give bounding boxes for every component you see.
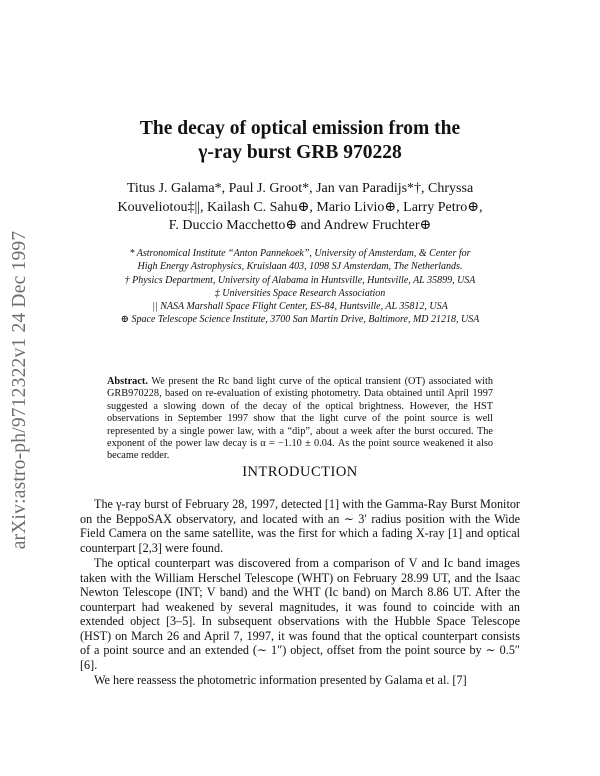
authors-line-1: Titus J. Galama*, Paul J. Groot*, Jan van Paradijs*†, Chryssa xyxy=(126,181,474,196)
abstract xyxy=(107,376,493,463)
affiliation-line: High Energy Astrophysics, Kruislaan 403, 1098 SJ Amsterdam, The Netherlands. xyxy=(137,261,463,273)
authors-line-2: Kouveliotou‡||, Kailash C. Sahu⊕, Mario Livio⊕, Larry Petro⊕, xyxy=(117,199,483,215)
paragraph: The γ-ray burst of February 28, 1997, detected [1] with the Gamma-Ray Burst Monitor on the BeppoSAX observatory, and located with an ∼ 3′ radius position with the Wide Field Camera on the same satellite, was the first for which a fading X-ray [1] and optical counterpart [2,3] were found. xyxy=(80,497,520,555)
title-line-2: γ-ray burst GRB 970228 xyxy=(198,142,402,163)
affiliation-line: || NASA Marshall Space Flight Center, ES-84, Huntsville, AL 35812, USA xyxy=(152,301,448,313)
authors-line-3: F. Duccio Macchetto⊕ and Andrew Fruchter⊕ xyxy=(168,218,432,233)
title-line-1: The decay of optical emission from the xyxy=(139,118,461,139)
affiliation-line: * Astronomical Institute “Anton Pannekoek”, University of Amsterdam, & Center for xyxy=(129,248,471,259)
arxiv-sidebar xyxy=(2,200,38,580)
abstract-label: Abstract. xyxy=(107,376,148,387)
body-text xyxy=(80,497,520,688)
abstract-text: We present the Rc band light curve of the optical transient (OT) associated with GRB970228, based on re-evaluation of existing photometry. Data obtained until April 1997 suggested a slowing down of the decay of the optical brightness. However, the HST observations in September 1997 show that the light curve of the point source is well represented by a single power law, with a “dip”, about a week after the burst occured. The exponent of the power law decay is α = −1.10 ± 0.04. As the point source weakened it also became redder. xyxy=(107,376,493,462)
arxiv-identifier: arXiv:astro-ph/9712322v1 24 Dec 1997 xyxy=(9,230,30,550)
paragraph: The optical counterpart was discovered from a comparison of V and Ic band images taken with the William Herschel Telescope (WHT) on February 28.99 UT, and the Isaac Newton Telescope (INT; V band) and the WHT (Ic band) on March 8.86 UT. After the counterpart had weakened by several magnitudes, it was found to coincide with an extended object [3–5]. In subsequent observations with the Hubble Space Telescope (HST) on March 26 and April 7, 1997, it was found that the optical counterpart consists of a point source and an extended (∼ 1″) object, offset from the point source by ∼ 0.5″ [6]. xyxy=(80,556,520,672)
affiliations xyxy=(60,247,540,327)
section-heading: INTRODUCTION xyxy=(242,464,358,480)
paragraph: We here reassess the photometric information presented by Galama et al. [7] xyxy=(94,673,467,687)
affiliation-line: † Physics Department, University of Alabama in Huntsville, Huntsville, AL 35899, USA xyxy=(124,274,476,286)
affiliation-line: ⊕ Space Telescope Science Institute, 3700 San Martin Drive, Baltimore, MD 21218, USA xyxy=(120,314,480,326)
paper-title xyxy=(60,117,540,165)
author-list xyxy=(60,180,540,236)
affiliation-line: ‡ Universities Space Research Association xyxy=(214,287,386,299)
